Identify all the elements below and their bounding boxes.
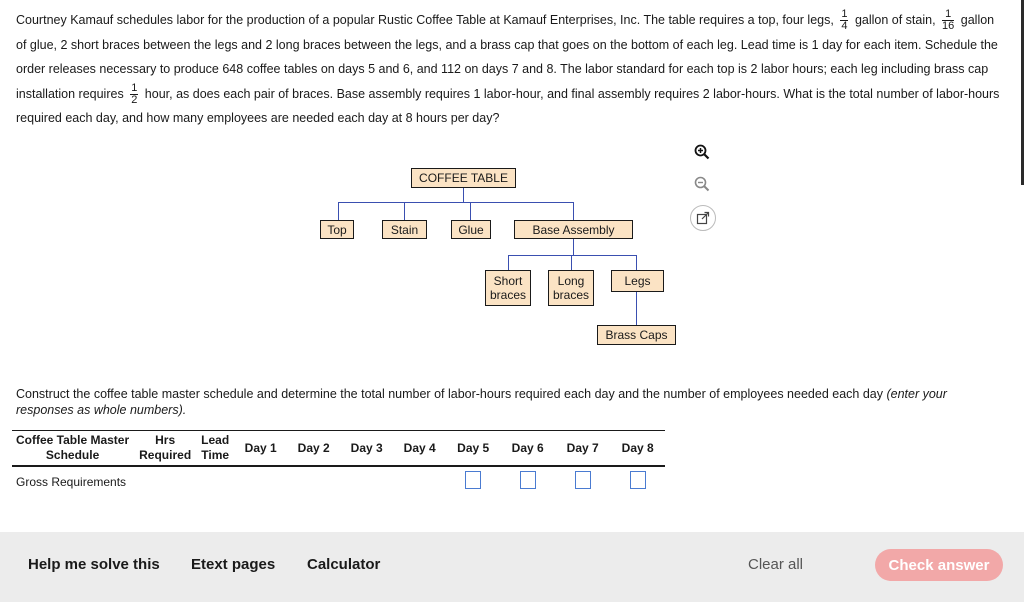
- node-glue: Glue: [451, 220, 491, 239]
- clear-all-button[interactable]: Clear all: [748, 556, 804, 573]
- calculator-button[interactable]: Calculator: [307, 556, 381, 573]
- instructions: Construct the coffee table master schedule and determine the total number of labor-hours required each day and the number of employees needed each day (enter your responses as whole numbers).: [16, 387, 947, 417]
- col-day-3: Day 3: [340, 431, 393, 467]
- node-coffee-table: COFFEE TABLE: [411, 168, 516, 188]
- node-legs: Legs: [611, 270, 664, 292]
- col-day-8: Day 8: [610, 431, 665, 467]
- etext-pages-button[interactable]: Etext pages: [191, 556, 276, 573]
- gross-req-day-8-input[interactable]: [630, 471, 646, 489]
- master-schedule-table: [12, 430, 665, 496]
- col-schedule-name: Coffee Table Master Schedule: [12, 431, 134, 467]
- help-me-solve-button[interactable]: Help me solve this: [28, 556, 160, 573]
- fraction-sixteenth: $\frac{1}{16}$: [942, 8, 955, 33]
- gross-req-day-6-input[interactable]: [520, 471, 536, 489]
- problem-text-3: gallon of glue, 2 short braces between the legs and 2 long braces between the legs, and a brass cap that goes on the bottom of each leg. Lead time is 1 day for each item. Schedule the order releases necessary to produce 648 coffee tables on days 5 and 6, and 112 on days 7 and 8. The labor standard for each top is 2 labor hours; each leg including brass cap installation requires: [16, 13, 998, 101]
- problem-text-4: hour, as does each pair of braces. Base assembly requires 1 labor-hour, and final assembly requires 2 labor-hours. What is the total number of labor-hours required each day, and how many employees are needed each day at 8 hours per day?: [16, 86, 1000, 125]
- col-day-1: Day 1: [234, 431, 287, 467]
- node-top: Top: [320, 220, 354, 239]
- node-stain: Stain: [382, 220, 427, 239]
- open-external-icon[interactable]: [690, 205, 716, 231]
- footer-bar: [0, 532, 1024, 602]
- gross-req-day-7-input[interactable]: [575, 471, 591, 489]
- col-day-4: Day 4: [393, 431, 446, 467]
- col-lead-time: Lead Time: [196, 431, 234, 467]
- zoom-in-icon[interactable]: [690, 140, 714, 164]
- row-label-gross-requirements: Gross Requirements: [16, 474, 127, 489]
- col-hrs-required: Hrs Required: [134, 431, 196, 467]
- col-day-7: Day 7: [555, 431, 610, 467]
- zoom-out-icon[interactable]: [690, 172, 714, 196]
- gross-req-day-5-input[interactable]: [465, 471, 481, 489]
- table-row: [12, 466, 665, 496]
- node-short-braces: Short braces: [485, 270, 531, 306]
- problem-text-2: gallon of stain,: [854, 13, 936, 27]
- node-base-assembly: Base Assembly: [514, 220, 633, 239]
- col-day-2: Day 2: [287, 431, 340, 467]
- fraction-half: $\frac{1}{2}$: [131, 81, 138, 106]
- check-answer-button[interactable]: Check answer: [875, 549, 1003, 581]
- table-header-row: [12, 431, 665, 467]
- problem-text-1: Courtney Kamauf schedules labor for the production of a popular Rustic Coffee Table at Kamauf Enterprises, Inc. The table requires a top, four legs,: [16, 13, 834, 27]
- node-brass-caps: Brass Caps: [597, 325, 676, 345]
- col-day-6: Day 6: [500, 431, 555, 467]
- fraction-quarter: $\frac{1}{4}$: [841, 8, 848, 33]
- node-long-braces: Long braces: [548, 270, 594, 306]
- col-day-5: Day 5: [446, 431, 500, 467]
